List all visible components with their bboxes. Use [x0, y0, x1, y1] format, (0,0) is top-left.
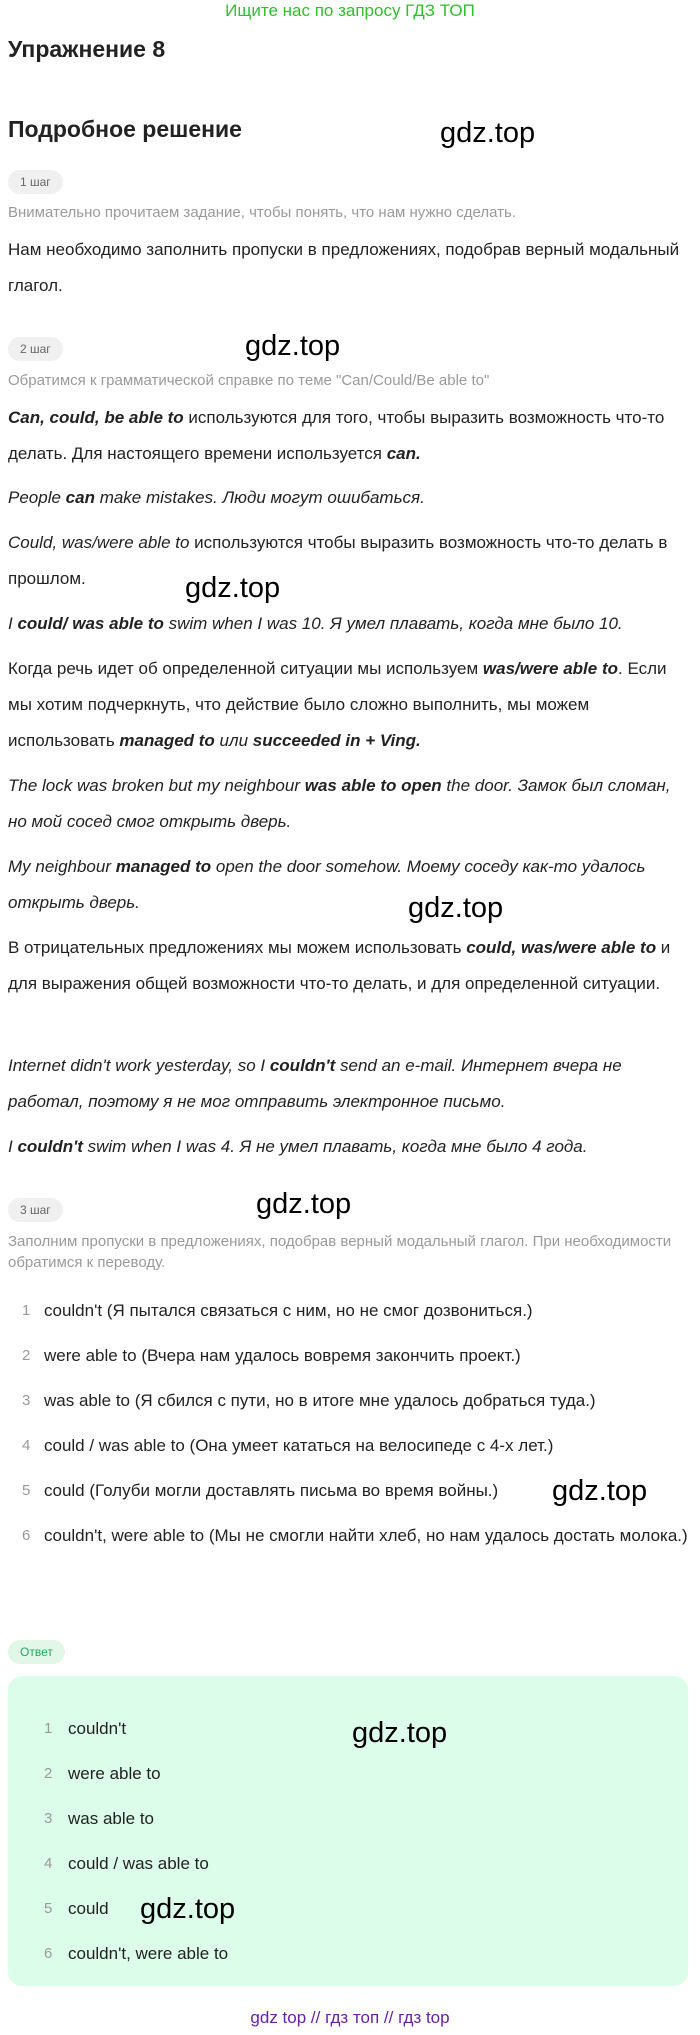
example-6: I couldn't swim when I was 4. Я не умел плавать, когда мне было 4 года.	[8, 1137, 588, 1156]
watermark: gdz.top	[408, 892, 504, 924]
watermark: gdz.top	[245, 330, 341, 362]
watermark: gdz.top	[185, 572, 281, 604]
grammar-paragraph-4: В отрицательных предложениях мы можем использовать could, was/were able to и для выражения общей возможности что-то делать, и для определенной ситуации.	[8, 938, 671, 993]
list-item: 5 could	[44, 1899, 109, 1918]
list-item: 4 could / was able to (Она умеет кататься на велосипеде с 4-х лет.)	[22, 1436, 554, 1455]
grammar-paragraph-2: Could, was/were able to используются чтобы выразить возможность что-то делать в прошлом.	[8, 533, 668, 588]
list-item: 4 could / was able to	[44, 1854, 209, 1873]
example-1: People can make mistakes. Люди могут ошибаться.	[8, 488, 425, 507]
search-banner[interactable]: Ищите нас по запросу ГДЗ ТОП	[225, 1, 475, 20]
grammar-paragraph-1: Can, could, be able to используются для того, чтобы выразить возможность что-то делать. Для настоящего времени используется can.	[8, 408, 665, 463]
step-hint-2: Обратимся к грамматической справке по теме "Can/Could/Be able to"	[8, 372, 490, 389]
watermark: gdz.top	[440, 117, 536, 149]
footer-links[interactable]: gdz top // гдз топ // гдз top	[250, 2008, 450, 2027]
list-item: 6 couldn't, were able to	[44, 1944, 229, 1963]
step-badge-2: 2 шаг	[8, 337, 63, 361]
watermark: gdz.top	[552, 1475, 648, 1507]
watermark: gdz.top	[256, 1188, 352, 1220]
watermark: gdz.top	[352, 1717, 448, 1749]
example-5: Internet didn't work yesterday, so I couldn't send an e-mail. Интернет вчера не работал, поэтому я не мог отправить электронное письмо.	[8, 1056, 622, 1111]
step-3-list	[8, 1293, 688, 1563]
step-hint-3: Заполним пропуски в предложениях, подобрав верный модальный глагол. При необходимости обратимся к переводу.	[8, 1233, 672, 1271]
page-title: Упражнение 8	[8, 36, 166, 62]
example-3: The lock was broken but my neighbour was able to open the door. Замок был сломан, но мой сосед смог открыть дверь.	[8, 776, 671, 831]
answer-list	[30, 1712, 650, 1982]
example-4: My neighbour managed to open the door somehow. Моему соседу как-то удалось открыть дверь.	[8, 857, 646, 912]
list-item: 6 couldn't, were able to (Мы не смогли найти хлеб, но нам удалось достать молока.)	[22, 1526, 688, 1545]
step-hint-1: Внимательно прочитаем задание, чтобы понять, что нам нужно сделать.	[8, 204, 517, 221]
step-badge-3: 3 шаг	[8, 1198, 63, 1222]
example-2: I could/ was able to swim when I was 10. Я умел плавать, когда мне было 10.	[8, 614, 623, 633]
solution-heading: Подробное решение	[8, 116, 242, 142]
list-item: 1 couldn't (Я пытался связаться с ним, но не смог дозвониться.)	[22, 1301, 533, 1320]
list-item: 2 were able to (Вчера нам удалось вовремя закончить проект.)	[22, 1346, 521, 1365]
list-item: 1 couldn't	[44, 1719, 127, 1738]
step-text-1: Нам необходимо заполнить пропуски в предложениях, подобрав верный модальный глагол.	[8, 240, 680, 295]
list-item: 2 were able to	[44, 1764, 161, 1783]
grammar-paragraph-3: Когда речь идет об определенной ситуации мы используем was/were able to. Если мы хотим подчеркнуть, что действие было сложно выполнить, мы можем использовать managed to или succeeded in + Ving.	[8, 659, 667, 750]
list-item: 5 could (Голуби могли доставлять письма во время войны.)	[22, 1481, 499, 1500]
list-item: 3 was able to	[44, 1809, 154, 1828]
list-item: 3 was able to (Я сбился с пути, но в итоге мне удалось добраться туда.)	[22, 1391, 596, 1410]
answer-badge: Ответ	[8, 1640, 65, 1664]
watermark: gdz.top	[140, 1893, 236, 1925]
step-badge-1: 1 шаг	[8, 170, 63, 194]
